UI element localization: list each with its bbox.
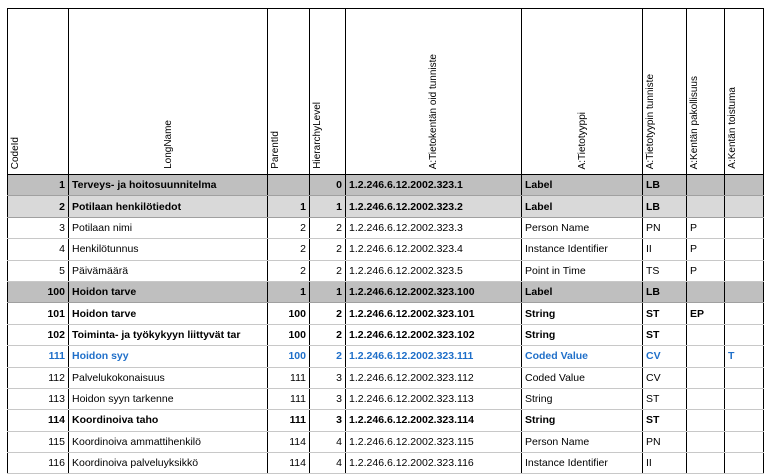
- table-row[interactable]: [8, 303, 764, 324]
- table-row[interactable]: [8, 346, 764, 367]
- cell-hierarchylevel[interactable]: 3: [310, 388, 346, 409]
- cell-hierarchylevel[interactable]: 4: [310, 431, 346, 452]
- cell-codeid[interactable]: 114: [8, 410, 69, 431]
- cell-kentan-toistuma[interactable]: [725, 303, 764, 324]
- cell-hierarchylevel[interactable]: 2: [310, 324, 346, 345]
- cell-oid[interactable]: 1.2.246.6.12.2002.323.101: [346, 303, 522, 324]
- cell-tietotyypin-tunniste[interactable]: II: [643, 453, 687, 474]
- cell-tietotyyppi[interactable]: Coded Value: [522, 367, 643, 388]
- cell-kentan-pakollisuus[interactable]: P: [687, 217, 725, 238]
- header-tietotyypin-tunniste[interactable]: A:Tietotyypin tunniste: [643, 9, 687, 175]
- cell-parentid[interactable]: 1: [268, 281, 310, 302]
- cell-longname[interactable]: Potilaan henkilötiedot: [69, 196, 268, 217]
- header-parentid[interactable]: ParentId: [268, 9, 310, 175]
- table-body: [8, 175, 764, 474]
- cell-kentan-pakollisuus[interactable]: P: [687, 239, 725, 260]
- header-kentan-toistuma[interactable]: A:Kentän toistuma: [725, 9, 764, 175]
- cell-oid[interactable]: 1.2.246.6.12.2002.323.116: [346, 453, 522, 474]
- cell-kentan-pakollisuus[interactable]: EP: [687, 303, 725, 324]
- cell-codeid[interactable]: 102: [8, 324, 69, 345]
- cell-oid[interactable]: 1.2.246.6.12.2002.323.112: [346, 367, 522, 388]
- cell-tietotyypin-tunniste[interactable]: ST: [643, 388, 687, 409]
- cell-parentid[interactable]: 100: [268, 324, 310, 345]
- cell-tietotyypin-tunniste[interactable]: LB: [643, 175, 687, 196]
- cell-tietotyypin-tunniste[interactable]: ST: [643, 410, 687, 431]
- cell-parentid[interactable]: 111: [268, 388, 310, 409]
- cell-codeid[interactable]: 115: [8, 431, 69, 452]
- header-codeid[interactable]: CodeId: [8, 9, 69, 175]
- cell-oid[interactable]: 1.2.246.6.12.2002.323.2: [346, 196, 522, 217]
- cell-kentan-toistuma[interactable]: [725, 324, 764, 345]
- table-row[interactable]: [8, 410, 764, 431]
- cell-oid[interactable]: 1.2.246.6.12.2002.323.115: [346, 431, 522, 452]
- cell-oid[interactable]: 1.2.246.6.12.2002.323.5: [346, 260, 522, 281]
- cell-parentid[interactable]: 100: [268, 346, 310, 367]
- cell-longname[interactable]: Palvelukokonaisuus: [69, 367, 268, 388]
- cell-kentan-pakollisuus[interactable]: P: [687, 260, 725, 281]
- table-row[interactable]: [8, 239, 764, 260]
- cell-parentid[interactable]: 1: [268, 196, 310, 217]
- cell-tietotyyppi[interactable]: Instance Identifier: [522, 239, 643, 260]
- table-row[interactable]: [8, 196, 764, 217]
- cell-hierarchylevel[interactable]: 2: [310, 303, 346, 324]
- cell-longname[interactable]: Koordinoiva taho: [69, 410, 268, 431]
- cell-parentid[interactable]: 111: [268, 410, 310, 431]
- cell-tietotyypin-tunniste[interactable]: ST: [643, 324, 687, 345]
- cell-parentid[interactable]: 114: [268, 431, 310, 452]
- cell-parentid[interactable]: 100: [268, 303, 310, 324]
- table-row[interactable]: [8, 260, 764, 281]
- cell-kentan-toistuma[interactable]: T: [725, 346, 764, 367]
- cell-hierarchylevel[interactable]: 1: [310, 281, 346, 302]
- cell-kentan-pakollisuus[interactable]: [687, 388, 725, 409]
- table-row[interactable]: [8, 217, 764, 238]
- code-table: [7, 8, 764, 474]
- cell-tietotyyppi[interactable]: Person Name: [522, 217, 643, 238]
- cell-tietotyypin-tunniste[interactable]: LB: [643, 196, 687, 217]
- cell-hierarchylevel[interactable]: 2: [310, 260, 346, 281]
- table-row[interactable]: [8, 367, 764, 388]
- table-row[interactable]: [8, 281, 764, 302]
- cell-tietotyyppi[interactable]: String: [522, 410, 643, 431]
- cell-codeid[interactable]: 116: [8, 453, 69, 474]
- cell-oid[interactable]: 1.2.246.6.12.2002.323.100: [346, 281, 522, 302]
- cell-hierarchylevel[interactable]: 2: [310, 239, 346, 260]
- cell-oid[interactable]: 1.2.246.6.12.2002.323.4: [346, 239, 522, 260]
- cell-tietotyyppi[interactable]: Label: [522, 196, 643, 217]
- cell-codeid[interactable]: 101: [8, 303, 69, 324]
- cell-tietotyyppi[interactable]: String: [522, 388, 643, 409]
- cell-tietotyyppi[interactable]: Person Name: [522, 431, 643, 452]
- cell-tietotyypin-tunniste[interactable]: TS: [643, 260, 687, 281]
- cell-oid[interactable]: 1.2.246.6.12.2002.323.114: [346, 410, 522, 431]
- cell-longname[interactable]: Hoidon syy: [69, 346, 268, 367]
- cell-longname[interactable]: Koordinoiva palveluyksikkö: [69, 453, 268, 474]
- cell-kentan-pakollisuus[interactable]: [687, 175, 725, 196]
- cell-longname[interactable]: Toiminta- ja työkykyyn liittyvät tar: [69, 324, 268, 345]
- cell-oid[interactable]: 1.2.246.6.12.2002.323.113: [346, 388, 522, 409]
- cell-codeid[interactable]: 1: [8, 175, 69, 196]
- header-kentan-pakollisuus[interactable]: A:Kentän pakollisuus: [687, 9, 725, 175]
- cell-kentan-pakollisuus[interactable]: [687, 431, 725, 452]
- cell-kentan-pakollisuus[interactable]: [687, 410, 725, 431]
- cell-oid[interactable]: 1.2.246.6.12.2002.323.102: [346, 324, 522, 345]
- cell-tietotyypin-tunniste[interactable]: CV: [643, 346, 687, 367]
- cell-tietotyypin-tunniste[interactable]: ST: [643, 303, 687, 324]
- cell-parentid[interactable]: 114: [268, 453, 310, 474]
- cell-codeid[interactable]: 3: [8, 217, 69, 238]
- cell-kentan-toistuma[interactable]: [725, 388, 764, 409]
- cell-hierarchylevel[interactable]: 2: [310, 217, 346, 238]
- cell-hierarchylevel[interactable]: 4: [310, 453, 346, 474]
- table-row[interactable]: [8, 431, 764, 452]
- cell-kentan-pakollisuus[interactable]: [687, 324, 725, 345]
- cell-longname[interactable]: Hoidon syyn tarkenne: [69, 388, 268, 409]
- cell-parentid[interactable]: [268, 175, 310, 196]
- cell-longname[interactable]: Koordinoiva ammattihenkilö: [69, 431, 268, 452]
- cell-tietotyyppi[interactable]: String: [522, 303, 643, 324]
- cell-kentan-pakollisuus[interactable]: [687, 281, 725, 302]
- cell-parentid[interactable]: 2: [268, 239, 310, 260]
- cell-oid[interactable]: 1.2.246.6.12.2002.323.111: [346, 346, 522, 367]
- cell-tietotyyppi[interactable]: Label: [522, 175, 643, 196]
- cell-codeid[interactable]: 2: [8, 196, 69, 217]
- header-hierarchylevel[interactable]: HierarchyLevel: [310, 9, 346, 175]
- cell-longname[interactable]: Potilaan nimi: [69, 217, 268, 238]
- cell-codeid[interactable]: 112: [8, 367, 69, 388]
- cell-parentid[interactable]: 2: [268, 260, 310, 281]
- cell-hierarchylevel[interactable]: 2: [310, 346, 346, 367]
- table-row[interactable]: [8, 388, 764, 409]
- cell-longname[interactable]: Hoidon tarve: [69, 281, 268, 302]
- cell-tietotyypin-tunniste[interactable]: CV: [643, 367, 687, 388]
- cell-codeid[interactable]: 4: [8, 239, 69, 260]
- header-row: [8, 9, 764, 175]
- cell-longname[interactable]: Henkilötunnus: [69, 239, 268, 260]
- cell-oid[interactable]: 1.2.246.6.12.2002.323.1: [346, 175, 522, 196]
- cell-longname[interactable]: Terveys- ja hoitosuunnitelma: [69, 175, 268, 196]
- cell-kentan-toistuma[interactable]: [725, 260, 764, 281]
- cell-hierarchylevel[interactable]: 3: [310, 410, 346, 431]
- cell-kentan-toistuma[interactable]: [725, 175, 764, 196]
- cell-kentan-toistuma[interactable]: [725, 217, 764, 238]
- cell-hierarchylevel[interactable]: 0: [310, 175, 346, 196]
- cell-kentan-toistuma[interactable]: [725, 281, 764, 302]
- cell-kentan-pakollisuus[interactable]: [687, 196, 725, 217]
- cell-codeid[interactable]: 111: [8, 346, 69, 367]
- table-row[interactable]: [8, 175, 764, 196]
- cell-hierarchylevel[interactable]: 3: [310, 367, 346, 388]
- cell-tietotyypin-tunniste[interactable]: LB: [643, 281, 687, 302]
- header-longname[interactable]: LongName: [69, 9, 268, 175]
- cell-kentan-toistuma[interactable]: [725, 431, 764, 452]
- cell-tietotyyppi[interactable]: String: [522, 324, 643, 345]
- cell-tietotyyppi[interactable]: Coded Value: [522, 346, 643, 367]
- header-tietotyyppi[interactable]: A:Tietotyyppi: [522, 9, 643, 175]
- cell-hierarchylevel[interactable]: 1: [310, 196, 346, 217]
- cell-codeid[interactable]: 5: [8, 260, 69, 281]
- cell-tietotyyppi[interactable]: Label: [522, 281, 643, 302]
- cell-longname[interactable]: Päivämäärä: [69, 260, 268, 281]
- header-oid[interactable]: A:Tietokentän oid tunniste: [346, 9, 522, 175]
- cell-tietotyypin-tunniste[interactable]: PN: [643, 431, 687, 452]
- cell-kentan-toistuma[interactable]: [725, 410, 764, 431]
- cell-kentan-pakollisuus[interactable]: [687, 367, 725, 388]
- cell-codeid[interactable]: 100: [8, 281, 69, 302]
- cell-tietotyypin-tunniste[interactable]: PN: [643, 217, 687, 238]
- cell-kentan-toistuma[interactable]: [725, 367, 764, 388]
- table-row[interactable]: [8, 324, 764, 345]
- cell-kentan-pakollisuus[interactable]: [687, 346, 725, 367]
- cell-longname[interactable]: Hoidon tarve: [69, 303, 268, 324]
- cell-codeid[interactable]: 113: [8, 388, 69, 409]
- cell-parentid[interactable]: 111: [268, 367, 310, 388]
- cell-oid[interactable]: 1.2.246.6.12.2002.323.3: [346, 217, 522, 238]
- cell-tietotyyppi[interactable]: Point in Time: [522, 260, 643, 281]
- cell-tietotyypin-tunniste[interactable]: II: [643, 239, 687, 260]
- cell-tietotyyppi[interactable]: Instance Identifier: [522, 453, 643, 474]
- cell-kentan-toistuma[interactable]: [725, 196, 764, 217]
- cell-kentan-toistuma[interactable]: [725, 239, 764, 260]
- cell-parentid[interactable]: 2: [268, 217, 310, 238]
